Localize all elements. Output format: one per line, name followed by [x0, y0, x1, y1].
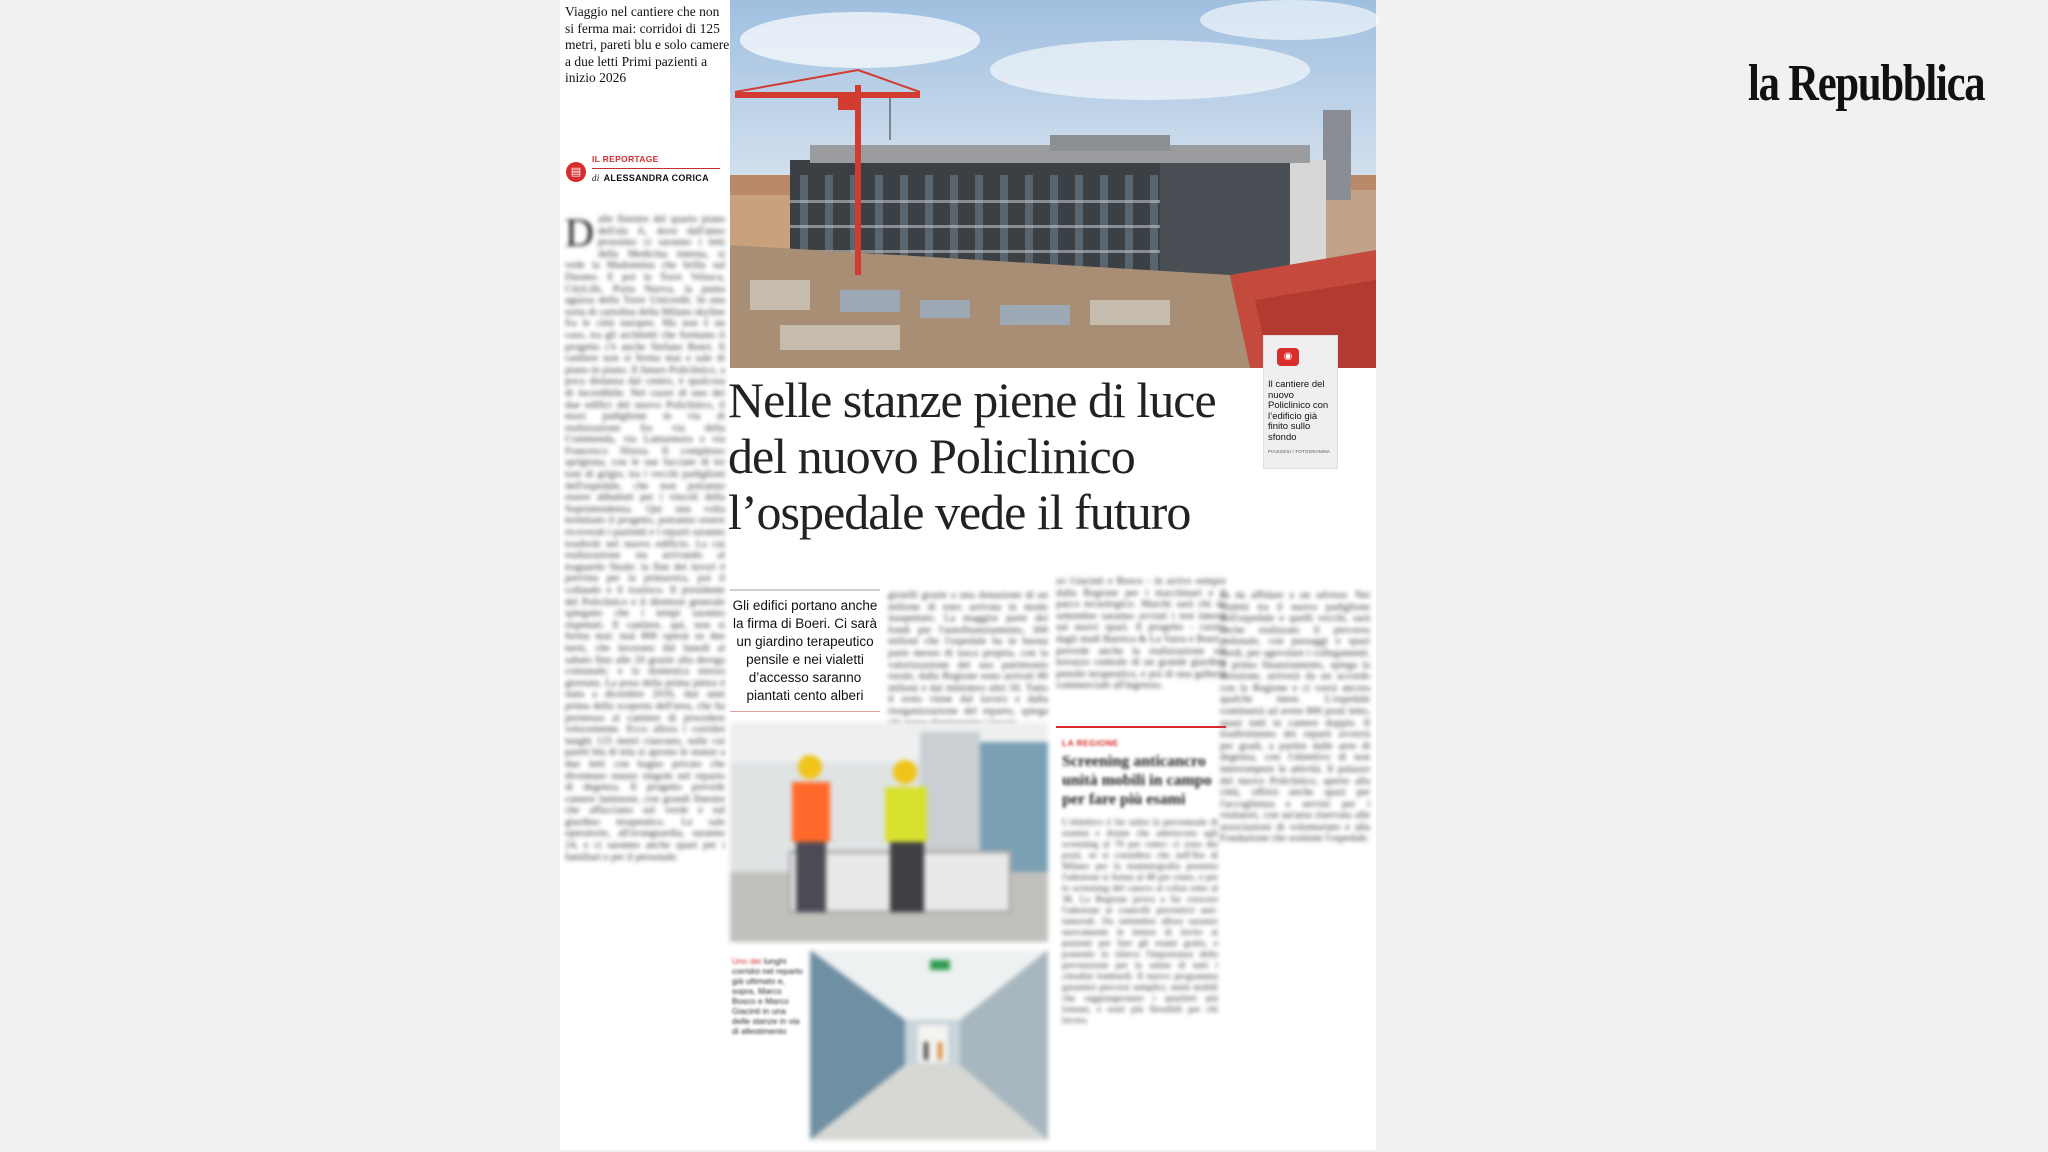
photo-caption-box — [1263, 335, 1338, 469]
corridor-photo-caption — [732, 956, 806, 1036]
camera-icon: ◉ — [1277, 348, 1299, 366]
workers-with-bed-image — [730, 722, 1048, 942]
sidebar-box — [1056, 726, 1226, 1152]
sidebar-title: Screening anticancro unità mobili in campo per fare più esami — [1062, 753, 1212, 808]
newspaper-page — [560, 0, 1376, 1150]
byline-prefix: di — [592, 173, 600, 183]
sidebar-section-label: LA REGIONE — [1062, 738, 1119, 748]
section-header — [560, 150, 725, 198]
photo2-caption-lead: Uno dei — [732, 956, 762, 966]
chat-bubble-icon: ▤ — [566, 162, 586, 182]
photo2-caption-text: lunghi corridoi nel reparto già ultimato e, sopra, Marco Bosco e Marco Giacinti in una delle stanze in via di allestimento — [732, 956, 803, 1036]
author-name: ALESSANDRA CORICA — [603, 173, 709, 183]
byline — [592, 173, 709, 183]
body-column-1-text: alle finestre del quarto piano dell'ala A, dove dall'anno prossimo ci saranno i letti della Medicina interna, si vede la Madonnina che brilla sul Duomo. E poi la Torre Velasca, CityLife, Porta Nuova, la punta aguzza della Torre Unicredit. In una sorta di cartolina della Milano skyline fra le città europee. Ma non è un caso, tra gli architetti che formano il progetto c'è anche Stefano Boeri. Il cantiere non si ferma mai e sale di piano in piano. Il futuro Policlinico, a poca distanza dal centro, è qualcosa di incredibile. Nel cuore di uno dei due edifici del nuovo Policlinico, il maxi padiglione in via di realizzazione fra via della Commenda, via Lamarmora e via Francesco Sforza. Il complesso sprigiona, con le sue facciate di tre toni di grigio, tra i vecchi padiglioni dell'ospedale, che non potranno essere abbattuti per i vincoli della Soprintendenza. Qui una volta terminato il progetto, potranno essere ricoverati i pazienti e i reparti saranno trasferiti nel nuovo edificio. La cui realizzazione sta arrivando al traguardo finale: la fine dei lavori è prevista per la primavera, poi il collaudo e il trasloco. Il presidente del Policlinico e il direttore generale spiegano che i tempi saranno rispettati. Il cantiere, qui, non si ferma mai: mai 800 operai su due turni, che lavorano dal lunedì al sabato fino alle 20 grazie alla deroga comunale; e la domenica mezza giornata. La posa della prima pietra è stata a dicembre 2016, due anni prima della scoperta dell'area, che ha permesso al cantiere di procedere velocemente. Ecco allora i corridoi lunghi 125 metri ciascuno, sulle cui pareti blu di tela si aprono le stanze a due letti con bagno privato che diventano stanze singole nel reparto di degenza. Il progetto prevede camere luminose, con grandi finestre che affacciano sul verde e sul giardino terapeutico. Le sale operatorie, all'avanguardia, saranno 24, e ci saranno anche spazi per i familiari e per il personale. — [565, 214, 725, 863]
article-headline: Nelle stanze piene di luce del nuovo Policlinico l’ospedale vede il futuro — [728, 372, 1216, 540]
photo-credit: PIAGGESI / FOTOGRAMMA — [1268, 449, 1331, 454]
body-column-3: zo Giacinti e Bosco - in arrivo sempre dalla Regione per i macchinari e il parco tecnologico. Marchi sarà chi da settembre saranno avviati i test interni sui nuovi spazi. Il progetto - curato dagli studi Barreca & La Varra e Boeri - prevede anche la realizzazione sul terrazzo centrale di un grande giardino pensile terapeutico, e poi di una galleria commerciale all'ingresso. — [1056, 576, 1226, 692]
hero-photo — [730, 0, 1376, 368]
pull-quote: Gli edifici portano anche la firma di Boeri. Ci sarà un giardino terapeutico pensile e nei vialetti d’accesso saranno piantati cento alberi — [730, 589, 880, 712]
hospital-corridor-image — [810, 950, 1048, 1140]
drop-cap: D — [565, 210, 594, 255]
section-label: IL REPORTAGE — [592, 154, 659, 164]
section-rule — [592, 168, 720, 169]
newspaper-masthead: la Repubblica — [1748, 55, 1985, 112]
sidebar-body: L'obiettivo è far salire la percentuale di uomini e donne che aderiscono agli screening al 70 per cento: ci sono dei posti, se si considera che nell'Ats di Milano per la mammografia presenta l'adesione si ferma al 48 per cento, e per lo screening del cancro al colon retto al 38. La Regione prova a far crescere l'adesione ai controlli preventivi anti-tumorali. Da settembre allora saranno nuovamente le lettere di invito ai pazienti per fare gli esami gratis, e ponendo in rilievo l'importanza della prevenzione per la salute di tutti i cittadini lombardi. Il nuovo programma garantirà percorsi semplici, unità mobili che raggiungeranno i quartieri più lontani, e orari più flessibili per chi lavora. — [1062, 818, 1218, 1026]
photo-caption: Il cantiere del nuovo Policlinico con l’edificio già finito sullo sfondo — [1268, 379, 1329, 443]
construction-site-photo — [730, 0, 1376, 368]
workers-photo — [730, 722, 1048, 942]
body-column-2: gioielli grazie a una donazione di un milione di euro arrivata in modo inaspettato. La maggior parte dei fondi per l'autofinanziamento, 300 milioni che l'ospedale ha in buona parte messo di tasca propria, con la valorizzazione del suo patrimonio rurale, dalla Regione sono arrivati 80 milioni e dal ministero altri 50. Tutto il resto viene dal lavoro e dalla riorganizzazione del reparto, spiega — [888, 590, 1048, 717]
body-column-1 — [565, 210, 725, 1144]
corridor-photo — [810, 950, 1048, 1140]
body-column-4: za da affidare a un advisor. Nei vialetti tra il nuovo padiglione dell'ospedale e quelli vecchi, sarà anche realizzato il percorso pedonale, con passaggi e spazi verdi, per agevolare i collegamenti. Il primo finanziamento, spiega la direzione, arriverà da un accordo con la Regione e ci vorrà ancora qualche mese. L'ospedale continuerà ad avere 800 posti letto, quasi tutti in camere doppie. Il trasferimento dei reparti avverrà per gradi, a partire dalle aree di degenza, con l'obiettivo di non interrompere le attività. Il palazzo del nuovo Policlinico, aperto alla città, offrirà anche spazi per l'accoglienza e servizi per i visitatori, con un'area riservata alle associazioni di volontariato e alla Fondazione che sostiene l'ospedale. — [1220, 590, 1370, 845]
article-kicker: Viaggio nel cantiere che non si ferma mai: corridoi di 125 metri, pareti blu e solo camere a due letti Primi pazienti a inizio 2026 — [565, 4, 730, 85]
